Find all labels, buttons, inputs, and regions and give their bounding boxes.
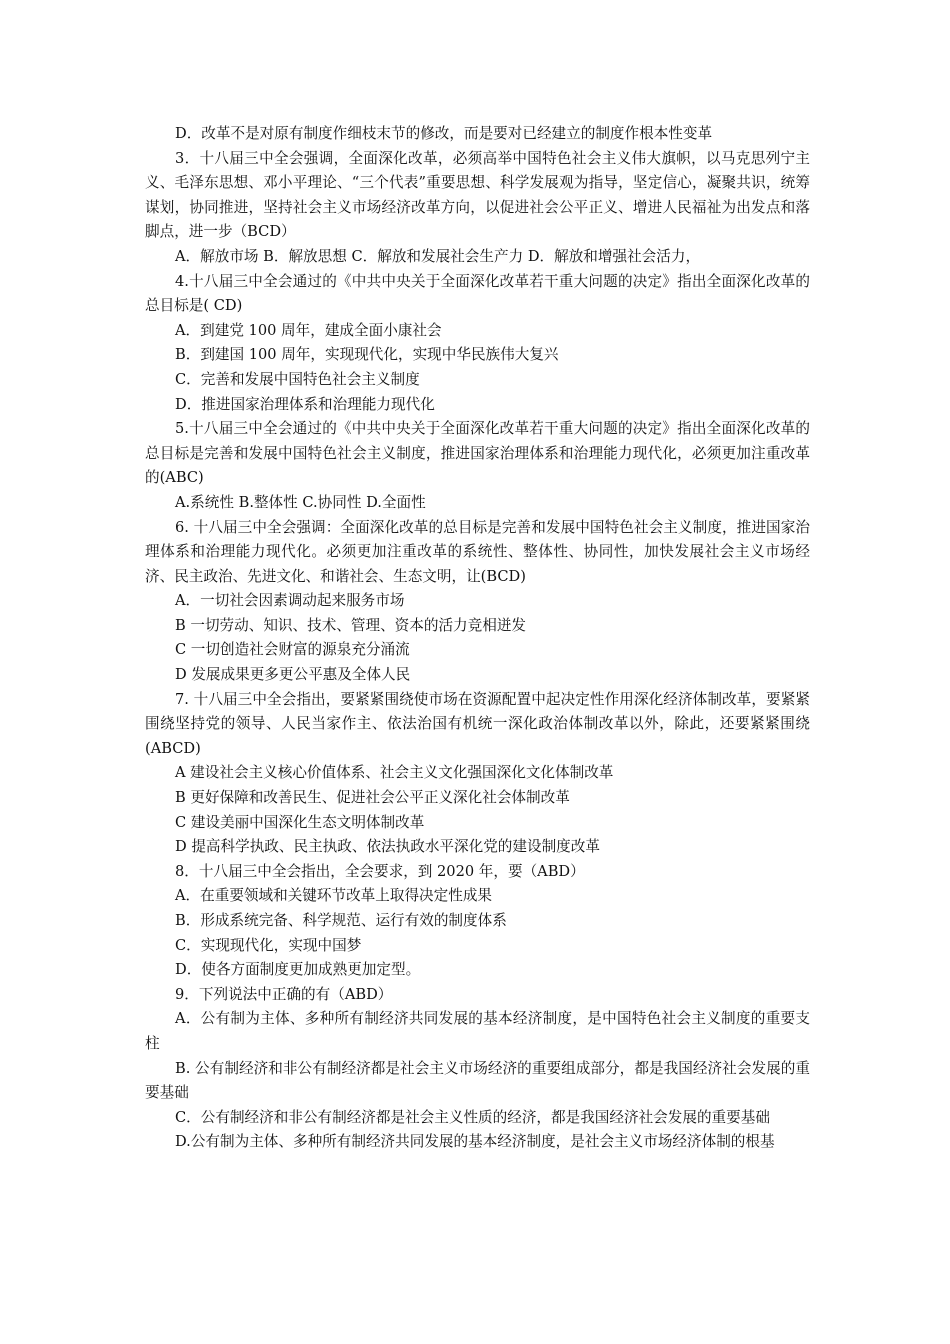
question-paragraph: 7. 十八届三中全会指出，要紧紧围绕使市场在资源配置中起决定性作用深化经济体制改革，要紧紧围绕坚持党的领导、人民当家作主、依法治国有机统一深化政治体制改革以外，除此，还要紧紧围绕(ABCD) bbox=[145, 690, 810, 757]
option-line: D．推进国家治理体系和治理能力现代化 bbox=[175, 395, 435, 413]
question-paragraph: 5.十八届三中全会通过的《中共中央关于全面深化改革若干重大问题的决定》指出全面深化改革的总目标是完善和发展中国特色社会主义制度，推进国家治理体系和治理能力现代化，必须更加注重改革的(ABC) bbox=[145, 420, 810, 487]
option-paragraph: D.公有制为主体、多种所有制经济共同发展的基本经济制度，是社会主义市场经济体制的根基 bbox=[175, 1133, 775, 1151]
option-line: C 建设美丽中国深化生态文明体制改革 bbox=[175, 813, 425, 831]
question-paragraph: 9．下列说法中正确的有（ABD） bbox=[175, 985, 393, 1003]
option-line: A．一切社会因素调动起来服务市场 bbox=[175, 592, 405, 610]
option-paragraph: A．公有制为主体、多种所有制经济共同发展的基本经济制度，是中国特色社会主义制度的重要支柱 bbox=[145, 1010, 810, 1052]
option-line: C 一切创造社会财富的源泉充分涌流 bbox=[175, 641, 410, 659]
question-paragraph: 8．十八届三中全会指出，全会要求，到 2020 年，要（ABD） bbox=[175, 862, 585, 880]
question-paragraph: 4.十八届三中全会通过的《中共中央关于全面深化改革若干重大问题的决定》指出全面深化改革的总目标是( CD) bbox=[145, 272, 810, 315]
option-line: B．形成系统完备、科学规范、运行有效的制度体系 bbox=[175, 912, 507, 929]
option-line: A．到建党 100 周年，建成全面小康社会 bbox=[175, 321, 442, 339]
option-line: D 提高科学执政、民主执政、依法执政水平深化党的建设制度改革 bbox=[175, 838, 600, 856]
option-line: B 更好保障和改善民生、促进社会公平正义深化社会体制改革 bbox=[175, 789, 570, 807]
option-line: D 发展成果更多更公平惠及全体人民 bbox=[175, 666, 411, 684]
option-line: D．使各方面制度更加成熟更加定型。 bbox=[175, 961, 421, 979]
question-paragraph: 3．十八届三中全会强调，全面深化改革，必须高举中国特色社会主义伟大旗帜，以马克思列宁主义、毛泽东思想、邓小平理论、“三个代表”重要思想、科学发展观为指导，坚定信心，凝聚共识，统筹谋划，协同推进，坚持社会主义市场经济改革方向，以促进社会公平正义、增进人民福祉为出发点和落脚点，进一步（BCD） bbox=[145, 149, 810, 241]
document-page bbox=[145, 122, 810, 1155]
option-paragraph: C．公有制经济和非公有制经济都是社会主义性质的经济，都是我国经济社会发展的重要基础 bbox=[175, 1108, 770, 1126]
option-line: B 一切劳动、知识、技术、管理、资本的活力竞相迸发 bbox=[175, 616, 527, 634]
question-paragraph: 6. 十八届三中全会强调：全面深化改革的总目标是完善和发展中国特色社会主义制度，推进国家治理体系和治理能力现代化。必须更加注重改革的系统性、整体性、协同性，加快发展社会主义市场经济、民主政治、先进文化、和谐社会、生态文明，让(BCD) bbox=[145, 518, 810, 585]
option-line: A 建设社会主义核心价值体系、社会主义文化强国深化文化体制改革 bbox=[175, 764, 614, 782]
option-line: A．解放市场 B．解放思想 C．解放和发展社会生产力 D．解放和增强社会活力， bbox=[175, 247, 701, 265]
option-line: C．实现现代化，实现中国梦 bbox=[175, 936, 362, 954]
option-line: D．改革不是对原有制度作细枝末节的修改，而是要对已经建立的制度作根本性变革 bbox=[175, 125, 713, 142]
option-line: B．到建国 100 周年，实现现代化，实现中华民族伟大复兴 bbox=[175, 346, 559, 364]
option-line: A．在重要领域和关键环节改革上取得决定性成果 bbox=[175, 887, 493, 905]
option-paragraph: B. 公有制经济和非公有制经济都是社会主义市场经济的重要组成部分，都是我国经济社会发展的重要基础 bbox=[145, 1059, 810, 1102]
option-line: C．完善和发展中国特色社会主义制度 bbox=[175, 370, 420, 388]
option-line: A.系统性 B.整体性 C.协同性 D.全面性 bbox=[175, 493, 426, 511]
